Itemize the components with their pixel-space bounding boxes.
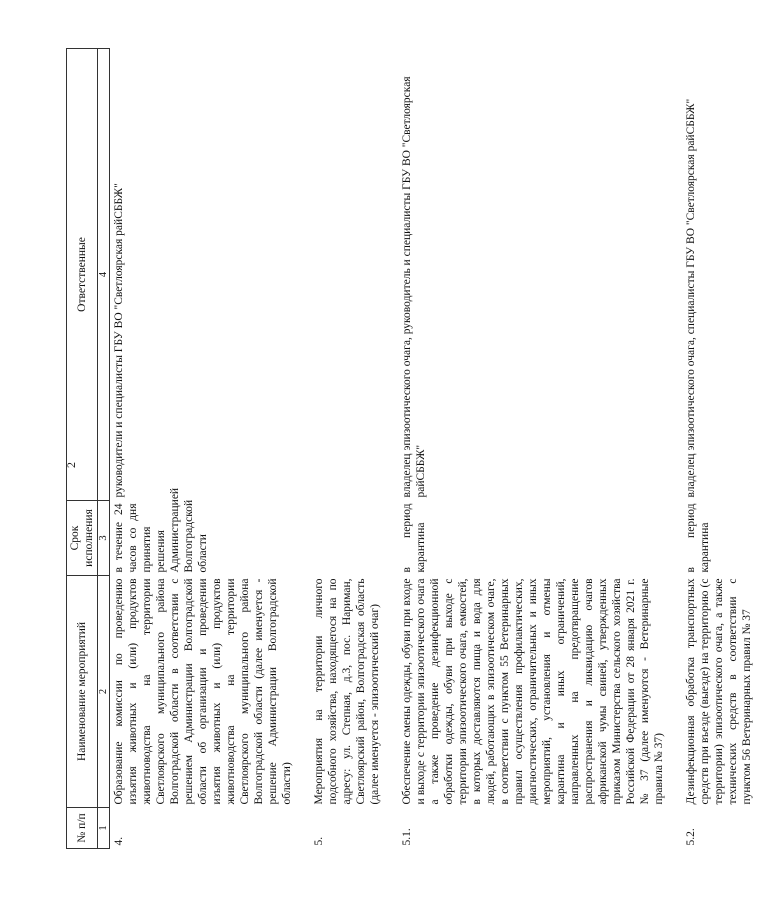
header-term: Срок исполнения xyxy=(67,501,98,576)
header-measures: Наименование мероприятий xyxy=(67,576,98,808)
term-text: в течение 24 часов со дня принятия решения Администрацией Волгоградской области xyxy=(113,487,209,573)
column-number: 2 xyxy=(98,576,110,808)
header-row xyxy=(67,49,98,849)
responsible-text: руководители и специалисты ГБУ ВО "Светлоярская райСББЖ" xyxy=(113,183,125,498)
header-number: № п/п xyxy=(67,808,98,849)
measure-text: Образование комиссии по проведению изъятия животных и (или) продуктов животноводства на территории Светлоярского муниципального района Волгоградской области в соответствии с решением Администрации Волгоградской области об организации и проведении изъятия животных и (или) продуктов животноводства на территории Светлоярского муниципального района Волгоградской области (далее именуется - решение Администрации Волгоградской области) xyxy=(113,578,293,805)
term-text: в период карантина xyxy=(401,503,427,573)
row-number: 5.1. xyxy=(401,828,413,846)
responsible-text: владелец эпизоотического очага, специалисты ГБУ ВО "Светлоярская райСББЖ" xyxy=(685,98,697,498)
table-row xyxy=(110,49,311,849)
row-number: 5. xyxy=(313,836,325,846)
measure-text: Обеспечение смены одежды, обуви при входе и выходе с территории эпизоотического очага а также проведение дезинфекционной обработки одежды, обуви при выходе с территории эпизоотического очага, емкостей, в которых доставляются пища и вода для людей, работающих в эпизоотическом очаге, в соответствии с пунктом 55 Ветеринарных правил осуществления профилактических, диагностических, ограничительных и иных мероприятий, установления и отмены карантина и иных ограничений, направленных на предотвращение распространения и ликвидацию очагов африканской чумы свиней, утвержденных приказом Министерства сельского хозяйства Российской Федерации от 28 января 2021 г. № 37 (далее именуются - Ветеринарные правила № 37) xyxy=(401,578,665,805)
column-number: 4 xyxy=(98,49,110,501)
measures-table xyxy=(66,48,770,849)
header-responsible: Ответственные xyxy=(67,49,98,501)
table-row xyxy=(398,49,682,849)
term-text: в период карантина xyxy=(685,503,711,573)
row-number: 4. xyxy=(113,836,125,846)
responsible-text: владелец эпизоотического очага, руководитель и специалисты ГБУ ВО "Светлоярская райСББЖ" xyxy=(401,76,427,498)
responsible-text xyxy=(310,49,398,501)
column-number: 3 xyxy=(98,501,110,576)
term-text xyxy=(310,501,398,576)
column-number: 1 xyxy=(98,808,110,849)
measure-text: Дезинфекционная обработка транспортных средств при въезде (выезде) на территорию (с территории) эпизоотического очага, а также технических средств в соответствии с пунктом 56 Ветеринарных правил № 37 xyxy=(685,578,753,805)
measure-text: Мероприятия на территории личного подсобного хозяйства, находящегося на по адресу: ул. Степная, д.3, пос. Нариман, Светлоярский район, Волгоградская область (далее именуется - эпизоотический очаг) xyxy=(313,578,381,805)
page-number: 2 xyxy=(64,462,78,468)
table-row xyxy=(310,49,398,849)
table-row xyxy=(682,49,770,849)
row-number: 5.2. xyxy=(685,828,697,846)
column-number-row xyxy=(98,49,110,849)
